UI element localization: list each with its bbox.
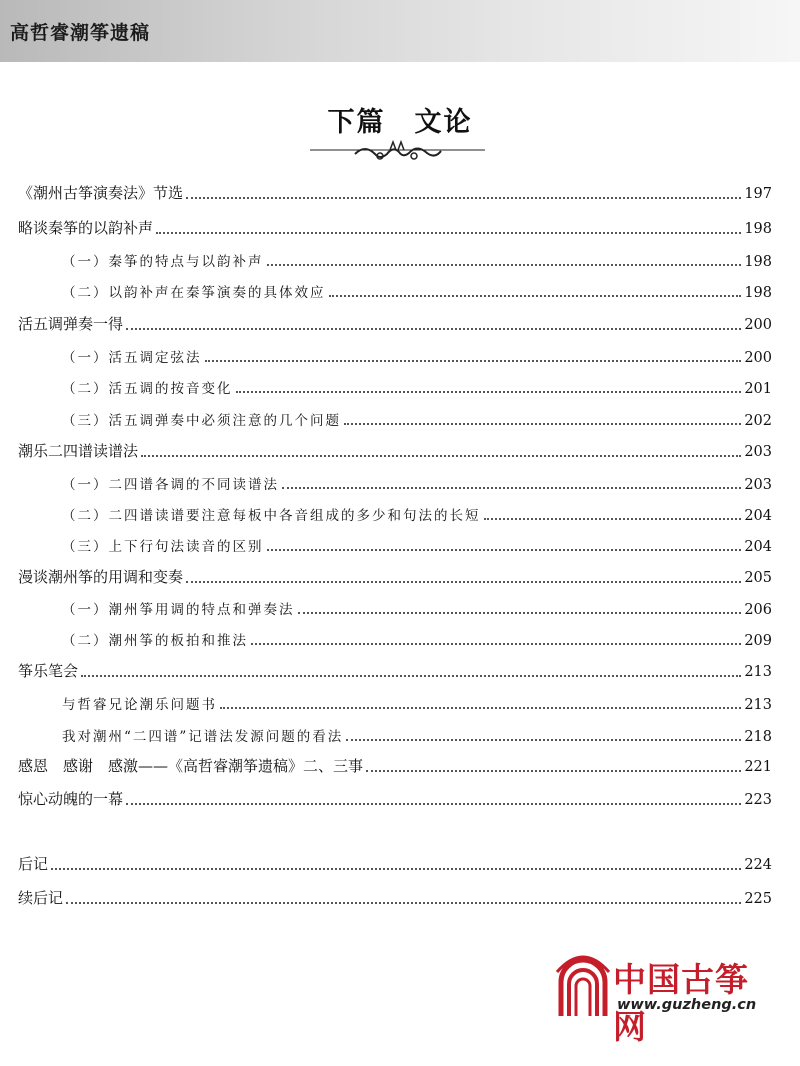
toc-entry-title: 《潮州古筝演奏法》节选	[18, 184, 184, 202]
toc-leader-dots	[126, 313, 741, 330]
toc-leader-dots	[51, 853, 741, 870]
toc-entry	[18, 440, 772, 461]
toc-leader-dots	[81, 660, 741, 677]
toc-entry-page: 197	[744, 186, 772, 202]
toc-leader-dots	[205, 346, 742, 362]
toc-leader-dots	[346, 725, 741, 741]
toc-entry	[62, 377, 772, 397]
toc-entry	[18, 313, 772, 334]
toc-entry-page: 224	[744, 857, 772, 873]
toc-entry-page: 218	[744, 729, 772, 745]
toc-leader-dots	[66, 887, 741, 904]
toc-entry-page: 204	[744, 539, 772, 555]
toc-entry	[18, 887, 772, 908]
toc-entry	[62, 409, 772, 429]
toc-entry	[62, 346, 772, 366]
toc-entry-title: （一）二四谱各调的不同读谱法	[62, 477, 279, 493]
toc-entry-page: 200	[744, 317, 772, 333]
toc-leader-dots	[366, 755, 741, 772]
toc-entry	[62, 473, 772, 493]
logo-site-url: www.guzheng.cn	[617, 997, 757, 1013]
toc-entry-page: 209	[744, 633, 772, 649]
toc-entry-title: （三）上下行句法读音的区别	[62, 539, 264, 555]
toc-entry-page: 204	[744, 508, 772, 524]
toc-leader-dots	[282, 473, 741, 489]
toc-leader-dots	[126, 788, 741, 805]
toc-entry	[18, 182, 772, 203]
toc-entry-title: （二）活五调的按音变化	[62, 381, 233, 397]
toc-entry-page: 223	[744, 792, 772, 808]
toc-entry-title: 漫谈潮州筝的用调和变奏	[18, 568, 184, 586]
site-logo	[555, 952, 780, 1046]
toc-entry	[18, 217, 772, 238]
toc-entry-title: 与哲睿兄论潮乐问题书	[62, 697, 217, 713]
toc-entry	[62, 629, 772, 649]
toc-entry-page: 202	[744, 413, 772, 429]
toc-leader-dots	[220, 693, 741, 709]
toc-entry-page: 203	[744, 444, 772, 460]
toc-entry-title: （三）活五调弹奏中必须注意的几个问题	[62, 413, 341, 429]
toc-entry-title: 感恩 感谢 感激——《高哲睿潮筝遗稿》二、三事	[18, 757, 364, 775]
running-header-strip	[0, 0, 800, 62]
toc-entry-page: 213	[744, 664, 772, 680]
toc-entry-title: （二）潮州筝的板拍和推法	[62, 633, 248, 649]
toc-entry-title: 活五调弹奏一得	[18, 315, 124, 333]
toc-entry-page: 198	[744, 254, 772, 270]
toc-leader-dots	[267, 535, 742, 551]
toc-entry-page: 198	[744, 221, 772, 237]
toc-entry	[62, 504, 772, 524]
toc-entry-title: 筝乐笔会	[18, 662, 79, 680]
flourish-ornament-icon	[310, 138, 485, 166]
toc-entry	[18, 566, 772, 587]
toc-leader-dots	[141, 440, 741, 457]
guzheng-arch-logo-icon	[555, 952, 611, 1018]
toc-entry-page: 225	[744, 891, 772, 907]
logo-site-name: 中国古筝网	[613, 960, 749, 1046]
toc-leader-dots	[267, 250, 742, 266]
toc-entry-page: 205	[744, 570, 772, 586]
toc-entry-title: （一）活五调定弦法	[62, 350, 202, 366]
toc-entry-page: 203	[744, 477, 772, 493]
toc-leader-dots	[251, 629, 741, 645]
toc-entry	[62, 598, 772, 618]
toc-entry-page: 206	[744, 602, 772, 618]
toc-entry-page: 198	[744, 285, 772, 301]
part-title: 下篇 文论	[327, 107, 473, 138]
toc-leader-dots	[329, 281, 742, 297]
toc-entry	[62, 693, 772, 713]
toc-entry-title: （二）以韵补声在秦筝演奏的具体效应	[62, 285, 326, 301]
toc-entry-title: （二）二四谱读谱要注意每板中各音组成的多少和句法的长短	[62, 508, 481, 524]
toc-entry-title: 后记	[18, 855, 49, 873]
toc-entry-page: 200	[744, 350, 772, 366]
toc-leader-dots	[344, 409, 741, 425]
toc-entry-title: （一）秦筝的特点与以韵补声	[62, 254, 264, 270]
toc-leader-dots	[484, 504, 742, 520]
running-header-title: 高哲睿潮筝遗稿	[10, 22, 151, 44]
toc-entry	[18, 853, 772, 874]
toc-entry	[18, 755, 772, 776]
toc-leader-dots	[156, 217, 741, 234]
toc-entry-title: 潮乐二四谱读谱法	[18, 442, 139, 460]
toc-entry	[62, 535, 772, 555]
toc-entry	[62, 250, 772, 270]
toc-entry	[18, 660, 772, 681]
toc-entry	[18, 788, 772, 809]
toc-entry	[62, 281, 772, 301]
toc-leader-dots	[186, 182, 741, 199]
toc-entry-title: 我对潮州“二四谱”记谱法发源问题的看法	[62, 729, 344, 745]
toc-entry-page: 221	[744, 759, 772, 775]
toc-entry-title: 续后记	[18, 889, 64, 907]
toc-entry-title: 惊心动魄的一幕	[18, 790, 124, 808]
toc-leader-dots	[186, 566, 741, 583]
toc-entry-title: （一）潮州筝用调的特点和弹奏法	[62, 602, 295, 618]
toc-entry-page: 201	[744, 381, 772, 397]
toc-entry-title: 略谈秦筝的以韵补声	[18, 219, 154, 237]
toc-entry	[62, 725, 772, 745]
toc-entry-page: 213	[744, 697, 772, 713]
toc-leader-dots	[236, 377, 742, 393]
toc-leader-dots	[298, 598, 742, 614]
